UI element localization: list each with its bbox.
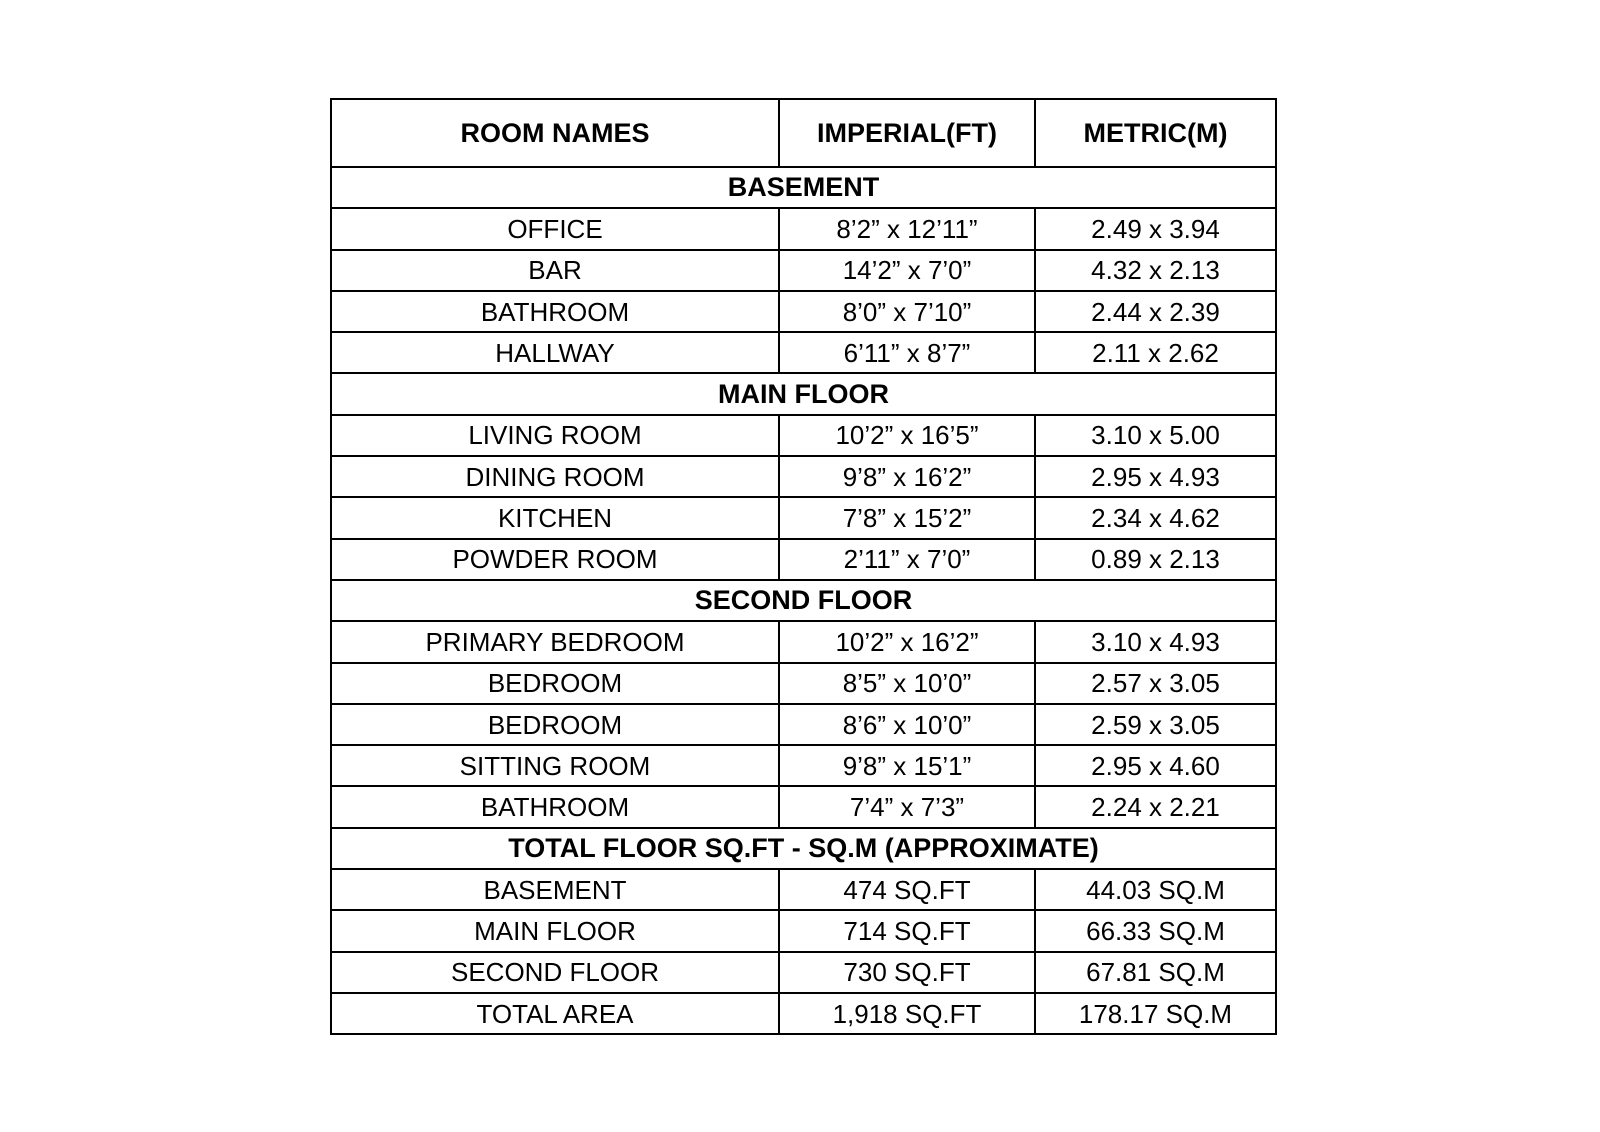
section-title: SECOND FLOOR [331, 580, 1276, 621]
metric-cell: 2.95 x 4.93 [1035, 456, 1276, 497]
table-row [331, 745, 1276, 786]
section-header-row [331, 373, 1276, 414]
metric-cell: 66.33 SQ.M [1035, 910, 1276, 951]
room-name-cell: LIVING ROOM [331, 415, 779, 456]
table-row [331, 415, 1276, 456]
header-room-names: ROOM NAMES [331, 99, 779, 167]
metric-cell: 3.10 x 5.00 [1035, 415, 1276, 456]
table-row [331, 291, 1276, 332]
metric-cell: 67.81 SQ.M [1035, 952, 1276, 993]
room-name-cell: BASEMENT [331, 869, 779, 910]
header-metric: METRIC(M) [1035, 99, 1276, 167]
metric-cell: 2.49 x 3.94 [1035, 208, 1276, 249]
metric-cell: 2.44 x 2.39 [1035, 291, 1276, 332]
table-row [331, 663, 1276, 704]
section-title: TOTAL FLOOR SQ.FT - SQ.M (APPROXIMATE) [331, 828, 1276, 869]
imperial-cell: 8’5” x 10’0” [779, 663, 1035, 704]
table-row [331, 910, 1276, 951]
room-name-cell: MAIN FLOOR [331, 910, 779, 951]
imperial-cell: 730 SQ.FT [779, 952, 1035, 993]
imperial-cell: 9’8” x 15’1” [779, 745, 1035, 786]
section-header-row [331, 580, 1276, 621]
header-row [331, 99, 1276, 167]
metric-cell: 2.34 x 4.62 [1035, 497, 1276, 538]
room-name-cell: HALLWAY [331, 332, 779, 373]
table-row [331, 952, 1276, 993]
section-header-row [331, 828, 1276, 869]
room-name-cell: BEDROOM [331, 663, 779, 704]
metric-cell: 0.89 x 2.13 [1035, 539, 1276, 580]
table-row [331, 704, 1276, 745]
table-row [331, 208, 1276, 249]
imperial-cell: 474 SQ.FT [779, 869, 1035, 910]
table-row [331, 993, 1276, 1034]
room-name-cell: OFFICE [331, 208, 779, 249]
imperial-cell: 8’0” x 7’10” [779, 291, 1035, 332]
table-row [331, 621, 1276, 662]
metric-cell: 2.59 x 3.05 [1035, 704, 1276, 745]
table-row [331, 786, 1276, 827]
section-header-row [331, 167, 1276, 208]
metric-cell: 3.10 x 4.93 [1035, 621, 1276, 662]
imperial-cell: 14’2” x 7’0” [779, 250, 1035, 291]
metric-cell: 44.03 SQ.M [1035, 869, 1276, 910]
room-name-cell: DINING ROOM [331, 456, 779, 497]
header-imperial: IMPERIAL(FT) [779, 99, 1035, 167]
room-name-cell: BEDROOM [331, 704, 779, 745]
table-row [331, 250, 1276, 291]
imperial-cell: 714 SQ.FT [779, 910, 1035, 951]
table-row [331, 456, 1276, 497]
metric-cell: 4.32 x 2.13 [1035, 250, 1276, 291]
table-header [331, 99, 1276, 167]
imperial-cell: 8’2” x 12’11” [779, 208, 1035, 249]
table-row [331, 869, 1276, 910]
room-name-cell: KITCHEN [331, 497, 779, 538]
imperial-cell: 7’8” x 15’2” [779, 497, 1035, 538]
imperial-cell: 10’2” x 16’5” [779, 415, 1035, 456]
table-row [331, 332, 1276, 373]
table-row [331, 497, 1276, 538]
imperial-cell: 2’11” x 7’0” [779, 539, 1035, 580]
room-name-cell: PRIMARY BEDROOM [331, 621, 779, 662]
imperial-cell: 9’8” x 16’2” [779, 456, 1035, 497]
table-row [331, 539, 1276, 580]
room-dimensions-table [330, 98, 1277, 1035]
room-name-cell: SITTING ROOM [331, 745, 779, 786]
room-name-cell: BATHROOM [331, 786, 779, 827]
imperial-cell: 1,918 SQ.FT [779, 993, 1035, 1034]
room-name-cell: BAR [331, 250, 779, 291]
metric-cell: 2.11 x 2.62 [1035, 332, 1276, 373]
metric-cell: 2.95 x 4.60 [1035, 745, 1276, 786]
imperial-cell: 6’11” x 8’7” [779, 332, 1035, 373]
room-name-cell: POWDER ROOM [331, 539, 779, 580]
metric-cell: 2.57 x 3.05 [1035, 663, 1276, 704]
imperial-cell: 10’2” x 16’2” [779, 621, 1035, 662]
metric-cell: 178.17 SQ.M [1035, 993, 1276, 1034]
table-body [331, 167, 1276, 1034]
imperial-cell: 8’6” x 10’0” [779, 704, 1035, 745]
room-name-cell: SECOND FLOOR [331, 952, 779, 993]
imperial-cell: 7’4” x 7’3” [779, 786, 1035, 827]
section-title: MAIN FLOOR [331, 373, 1276, 414]
metric-cell: 2.24 x 2.21 [1035, 786, 1276, 827]
room-name-cell: BATHROOM [331, 291, 779, 332]
section-title: BASEMENT [331, 167, 1276, 208]
room-name-cell: TOTAL AREA [331, 993, 779, 1034]
